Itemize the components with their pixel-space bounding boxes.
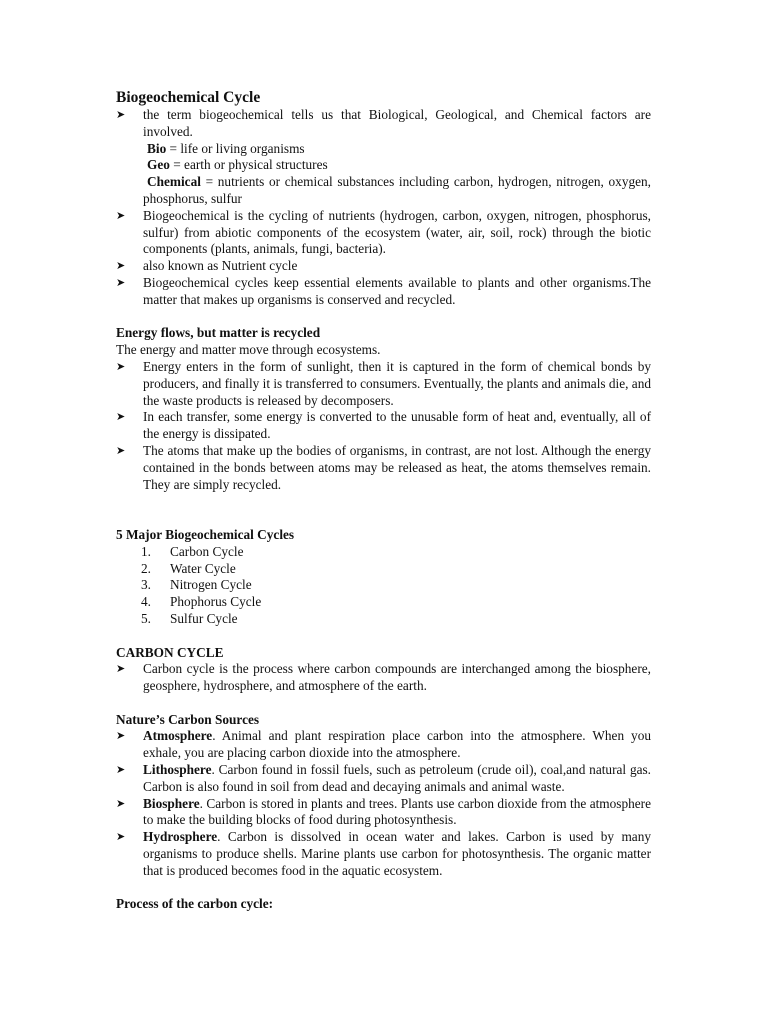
arrow-bullet-icon: ➤ xyxy=(116,411,126,424)
list-item: ➤ Biogeochemical cycles keep essential elements available to plants and other organisms.The matter that makes up organisms is conserved and recycled. xyxy=(116,274,651,307)
arrow-bullet-icon: ➤ xyxy=(116,663,126,676)
list-item: ➤ Energy enters in the form of sunlight, then it is captured in the form of chemical bonds by producers, and finally it is transferred to consumers. Eventually, the plants and animals die, and the waste products is released by decomposers. xyxy=(116,358,651,408)
arrow-bullet-icon: ➤ xyxy=(116,276,126,289)
definition-bio: Bio = life or living organisms xyxy=(147,140,305,156)
list-item: 5. Sulfur Cycle xyxy=(141,610,238,626)
arrow-bullet-icon: ➤ xyxy=(116,730,126,743)
section-heading-major-cycles: 5 Major Biogeochemical Cycles xyxy=(116,526,295,542)
list-item: ➤ The atoms that make up the bodies of organisms, in contrast, are not lost. Although the energy contained in the bonds between atoms may be released as heat, the atoms themselves remain. They are simply recycled. xyxy=(116,442,651,492)
list-item: ➤ Biosphere. Carbon is stored in plants and trees. Plants use carbon dioxide from the atmosphere to make the building blocks of food during photosynthesis. xyxy=(116,795,651,828)
arrow-bullet-icon: ➤ xyxy=(116,360,126,373)
definition-geo: Geo = earth or physical structures xyxy=(147,157,328,173)
section-heading-energy: Energy flows, but matter is recycled xyxy=(116,325,321,341)
section-heading-carbon-cycle: CARBON CYCLE xyxy=(116,644,224,660)
definition-chemical: Chemical = nutrients or chemical substances including carbon, hydrogen, nitrogen, oxygen, phosphorus, sulfur xyxy=(143,174,651,206)
arrow-bullet-icon: ➤ xyxy=(116,209,126,222)
list-item: ➤ Biogeochemical is the cycling of nutrients (hydrogen, carbon, oxygen, nitrogen, phosphorus, sulfur) from abiotic components of the ecosystem (water, air, soil, rock) through the biotic components (plants, animals, fungi, bacteria). xyxy=(116,207,651,257)
list-item: 1. Carbon Cycle xyxy=(141,543,244,559)
list-item: ➤ the term biogeochemical tells us that Biological, Geological, and Chemical factors are involved. xyxy=(116,107,651,139)
arrow-bullet-icon: ➤ xyxy=(116,831,126,844)
section-lead: The energy and matter move through ecosystems. xyxy=(116,342,381,358)
arrow-bullet-icon: ➤ xyxy=(116,260,126,273)
section-heading-carbon-sources: Nature’s Carbon Sources xyxy=(116,711,260,727)
page-title: Biogeochemical Cycle xyxy=(116,89,261,106)
list-item: ➤ Lithosphere. Carbon found in fossil fuels, such as petroleum (crude oil), coal,and natural gas. Carbon is also found in soil from dead and decaying animals and animal waste. xyxy=(116,762,651,794)
list-item: ➤ In each transfer, some energy is converted to the unusable form of heat and, eventually, all of the energy is dissipated. xyxy=(116,409,651,442)
arrow-bullet-icon: ➤ xyxy=(116,109,126,121)
list-item: ➤ Atmosphere. Animal and plant respiration place carbon into the atmosphere. When you exhale, you are placing carbon dioxide into the atmosphere. xyxy=(116,728,651,761)
list-item: 3. Nitrogen Cycle xyxy=(141,577,252,593)
list-item: ➤ also known as Nutrient cycle xyxy=(116,258,298,274)
list-item: 2. Water Cycle xyxy=(141,560,236,576)
list-item: ➤ Carbon cycle is the process where carbon compounds are interchanged among the biosphere, geosphere, hydrosphere, and atmosphere of the earth. xyxy=(116,661,651,694)
arrow-bullet-icon: ➤ xyxy=(116,797,126,810)
arrow-bullet-icon: ➤ xyxy=(116,444,126,457)
section-heading-process: Process of the carbon cycle: xyxy=(116,896,274,912)
list-item: 4. Phophorus Cycle xyxy=(141,594,262,610)
arrow-bullet-icon: ➤ xyxy=(116,764,126,777)
list-item: ➤ Hydrosphere. Carbon is dissolved in ocean water and lakes. Carbon is used by many organisms to produce shells. Marine plants use carbon for photosynthesis. The organic matter that is produced becomes food in the aquatic ecosystem. xyxy=(116,829,651,878)
document-body xyxy=(116,88,651,913)
